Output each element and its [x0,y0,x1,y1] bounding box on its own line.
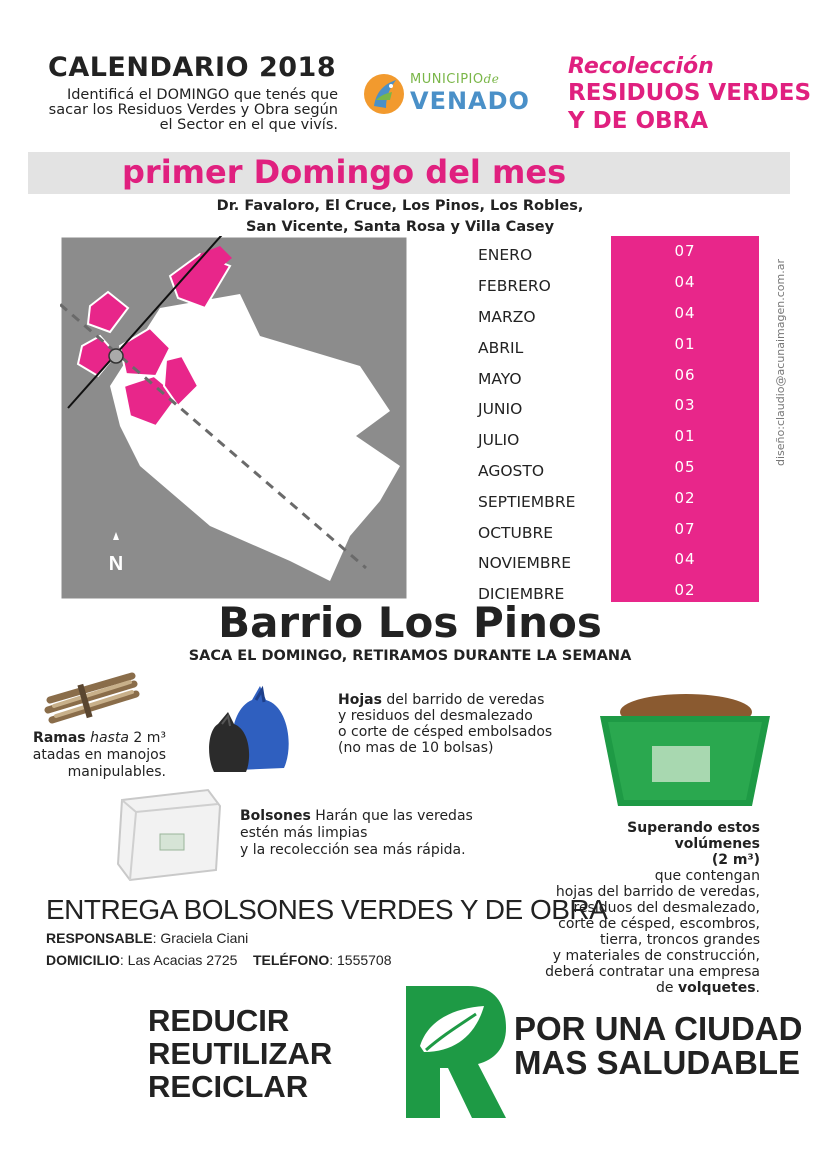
obra-heading: Y DE OBRA [568,108,709,134]
residuos-heading: RESIDUOS VERDES [568,80,812,106]
calendar-title: CALENDARIO 2018 [48,52,337,83]
svg-text:diseño:claudio@acunaimagen.com: diseño:claudio@acunaimagen.com.ar [774,259,787,466]
month-label: MAYO [478,369,522,388]
collection-day: 02 [674,581,696,600]
logo-text-bottom: VENADO [410,87,530,115]
month-label: MARZO [478,307,536,326]
months-column [478,240,608,610]
collection-day: 07 [674,242,696,261]
collection-day: 03 [674,396,696,415]
bolsones-description: Bolsones Harán que las veredas estén más limpias y la recolección sea más rápida. [240,808,473,858]
neighborhoods-line: San Vicente, Santa Rosa y Villa Casey [245,219,555,235]
dumpster-icon [596,676,774,808]
slogan [514,1012,802,1080]
ramas-description: Ramas hasta 2 m³ atadas en manojos manipulables. [32,730,166,780]
neighborhoods-list [200,196,600,238]
collection-day: 04 [674,550,696,569]
hojas-description: Hojas del barrido de veredas y residuos del desmalezado o corte de césped embolsados (no mas de 10 bolsas) [338,692,553,756]
recycle-line: RECICLAR [148,1069,309,1104]
slogan-line: POR UNA CIUDAD [514,1010,803,1047]
wood-bundle-icon [42,662,142,732]
month-label: JULIO [478,431,520,450]
month-label: AGOSTO [478,461,545,480]
logo-text-top: MUNICIPIOde [410,72,500,87]
sector-map [60,236,408,600]
month-label: ABRIL [478,338,524,357]
month-label: OCTUBRE [478,523,554,542]
days-column [611,236,759,602]
collection-day: 04 [674,303,696,322]
collection-day: 01 [674,427,696,446]
barrio-title: Barrio Los Pinos [218,598,602,647]
r-leaf-logo-icon [406,986,506,1118]
entrega-responsable: RESPONSABLE: Graciela Ciani [46,930,249,946]
calendar-description: Identificá el DOMINGO que tenés que sacar los Residuos Verdes y Obra según el Sector en el que vivís. [48,87,338,133]
reduce-line: REDUCIR [148,1003,290,1038]
month-label: ENERO [478,246,533,265]
entrega-domicilio: DOMICILIO: Las Acacias 2725 TELÉFONO: 1555708 [46,952,392,968]
entrega-title: ENTREGA BOLSONES VERDES Y DE OBRA [46,894,608,925]
collection-day: 04 [674,273,696,292]
slogan-line: MAS SALUDABLE [514,1044,800,1081]
collection-day: 05 [674,457,696,476]
north-label: N [108,553,124,575]
month-label: JUNIO [478,400,523,419]
reduce-reuse-recycle [148,1004,332,1103]
collection-day: 06 [674,365,696,384]
bolson-bag-icon [108,778,228,886]
month-label: SEPTIEMBRE [478,492,576,511]
neighborhoods-line: Dr. Favaloro, El Cruce, Los Pinos, Los Robles, [216,198,584,214]
superando-description: Superando estos volúmenes (2 m³) que contengan hojas del barrido de veredas, residuos del desmalezado, corte de césped, escombros, tierra, troncos grandes y materiales de construcción, deberá contratar una empresa de volquetes. [545,820,760,996]
design-credit [770,240,790,470]
month-label: DICIEMBRE [478,585,565,604]
month-label: FEBRERO [478,277,551,296]
banner-text: primer Domingo del mes [122,153,567,191]
reuse-line: REUTILIZAR [148,1036,333,1071]
collection-day: 07 [674,519,696,538]
collection-day: 01 [674,334,696,353]
month-label: NOVIEMBRE [478,554,572,573]
collection-day: 02 [674,488,696,507]
trash-bags-icon [208,676,328,776]
recoleccion-heading: Recolección [568,54,714,79]
barrio-subtitle: SACA EL DOMINGO, RETIRAMOS DURANTE LA SEMANA [188,648,632,664]
